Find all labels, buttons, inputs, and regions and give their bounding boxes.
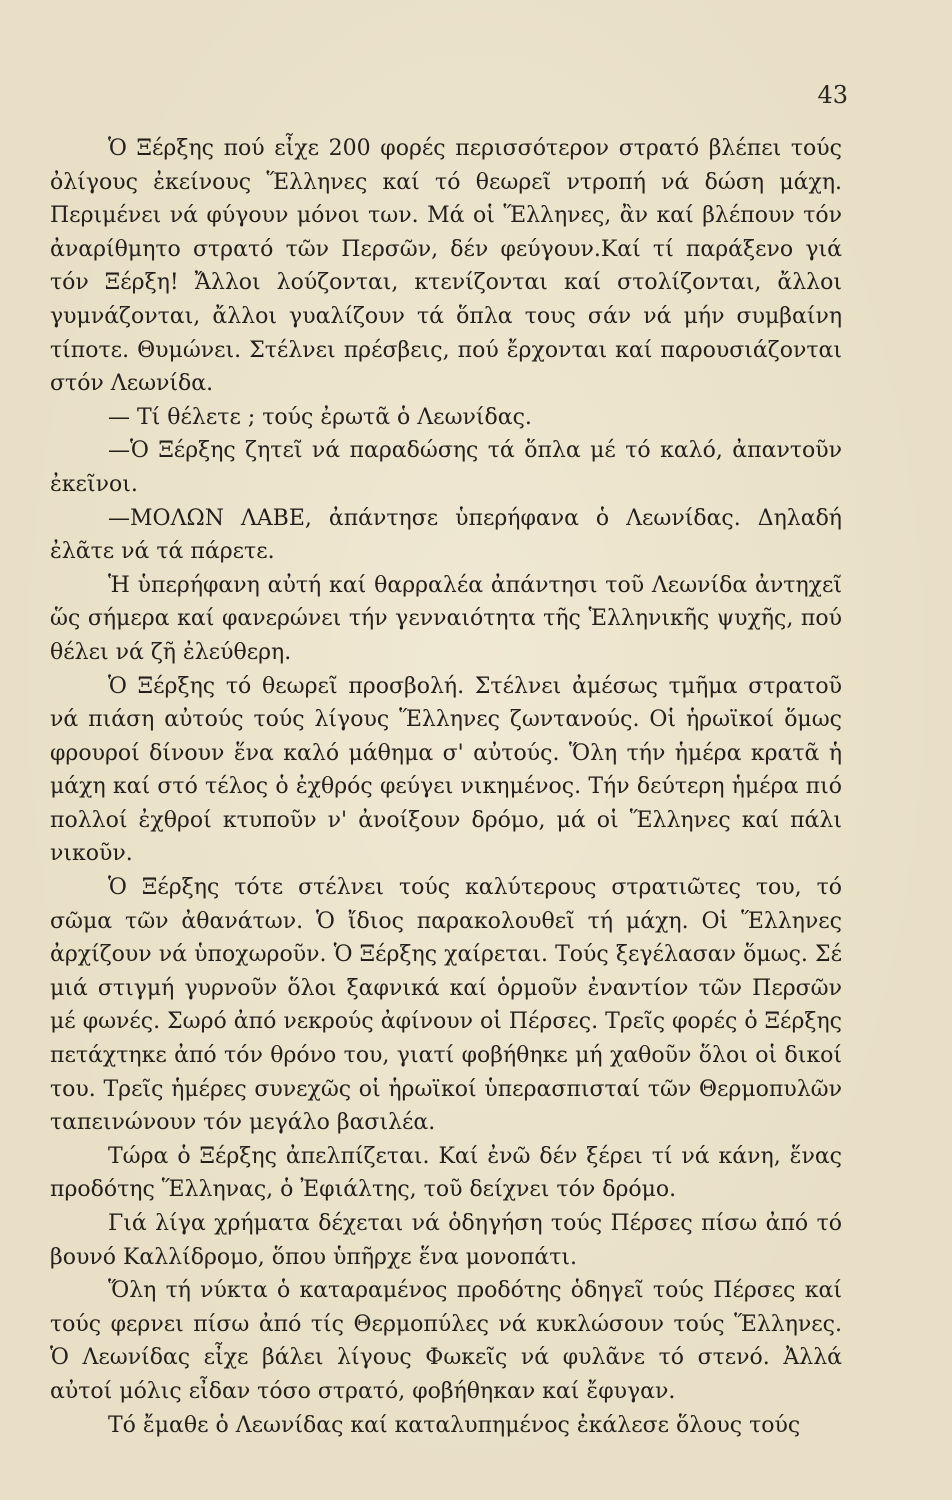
paragraph-6: Ὁ Ξέρξης τό θεωρεῖ προσβολή. Στέλνει ἀμέσως τμῆμα στρατοῦ νά πιάση αὐτούς τούς λίγους Ἕλληνες ζωντανούς. Οἱ ἡρωϊκοί ὅμως φρουροί δίνουν ἕνα καλό μάθημα σ' αὐτούς. Ὅλη τήν ἡμέρα κρατᾶ ἡ μάχη καί στό τέλος ὁ ἐχθρός φεύγει νικημένος. Τήν δεύτερη ἡμέρα πιό πολλοί ἐχθροί κτυποῦν ν' ἀνοίξουν δρόμο, μά οἱ Ἕλληνες καί πάλι νικοῦν.: [50, 673, 842, 867]
paragraph-7: Ὁ Ξέρξης τότε στέλνει τούς καλύτερους στρατιῶτες του, τό σῶμα τῶν ἀθανάτων. Ὁ ἴδιος παρακολουθεῖ τή μάχη. Οἱ Ἕλληνες ἀρχίζουν νά ὑποχωροῦν. Ὁ Ξέρξης χαίρεται. Τούς ξεγέλασαν ὅμως. Σέ μιά στιγμή γυρνοῦν ὅλοι ξαφνικά καί ὁρμοῦν ἐναντίον τῶν Περσῶν μέ φωνές. Σωρό ἀπό νεκρούς ἀφίνουν οἱ Πέρσες. Τρεῖς φορές ὁ Ξέρξης πετάχτηκε ἀπό τόν θρόνο του, γιατί φοβήθηκε μή χαθοῦν ὅλοι οἱ δικοί του. Τρεῖς ἡμέρες συνεχῶς οἱ ἡρωϊκοί ὑπερασπισταί τῶν Θερμοπυλῶν ταπεινώνουν τόν μεγάλο βασιλέα.: [50, 875, 842, 1136]
paragraph-4: —ΜΟΛΩΝ ΛΑΒΕ, ἀπάντησε ὑπερήφανα ὁ Λεωνίδας. Δηλαδή ἐλᾶτε νά τά πάρετε.: [50, 505, 842, 565]
paragraph-5: Ἡ ὑπερήφανη αὐτή καί θαρραλέα ἀπάντησι τοῦ Λεωνίδα ἀντηχεῖ ὥς σήμερα καί φανερώνει τήν γενναιότητα τῆς Ἑλληνικῆς ψυχῆς, πού θέλει νά ζῆ ἐλεύθερη.: [50, 572, 842, 665]
paragraph-3: —Ὁ Ξέρξης ζητεῖ νά παραδώσης τά ὅπλα μέ τό καλό, ἀπαντοῦν ἐκεῖνοι.: [50, 438, 842, 497]
paragraph-1: Ὁ Ξέρξης πού εἶχε 200 φορές περισσότερον στρατό βλέπει τούς ὀλίγους ἐκείνους Ἕλληνες καί τό θεωρεῖ ντροπή νά δώση μάχη. Περιμένει νά φύγουν μόνοι των. Μά οἱ Ἕλληνες, ἂν καί βλέπουν τόν ἀναρίθμητο στρατό τῶν Περσῶν, δέν φεύγουν.Καί τί παράξενο γιά τόν Ξέρξη! Ἄλλοι λούζονται, κτενίζονται καί στολίζονται, ἄλλοι γυμνάζονται, ἄλλοι γυαλίζουν τά ὅπλα τους σάν νά μήν συμβαίνη τίποτε. Θυμώνει. Στέλνει πρέσβεις, πού ἔρχονται καί παρουσιάζονται στόν Λεωνίδα.: [50, 136, 842, 397]
body-text: [50, 132, 842, 1442]
paragraph-9: Γιά λίγα χρήματα δέχεται νά ὁδηγήση τούς Πέρσες πίσω ἀπό τό βουνό Καλλίδρομο, ὅπου ὑπῆρχε ἕνα μονοπάτι.: [50, 1211, 842, 1270]
paragraph-2: — Τί θέλετε ; τούς ἐρωτᾶ ὁ Λεωνίδας.: [108, 404, 532, 430]
page-number: 43: [817, 81, 848, 109]
paragraph-11: Τό ἔμαθε ὁ Λεωνίδας καί καταλυπημένος ἐκάλεσε ὅλους τούς: [108, 1412, 801, 1438]
paragraph-10: Ὅλη τή νύκτα ὁ καταραμένος προδότης ὁδηγεῖ τούς Πέρσες καί τούς φερνει πίσω ἀπό τίς Θερμοπύλες νά κυκλώσουν τούς Ἕλληνες. Ὁ Λεωνίδας εἶχε βάλει λίγους Φωκεῖς νά φυλᾶνε τό στενό. Ἀλλά αὐτοί μόλις εἶδαν τόσο στρατό, φοβήθηκαν καί ἔφυγαν.: [50, 1278, 842, 1404]
paragraph-8: Τώρα ὁ Ξέρξης ἀπελπίζεται. Καί ἐνῶ δέν ξέρει τί νά κάνη, ἕνας προδότης Ἕλληνας, ὁ Ἐφιάλτης, τοῦ δείχνει τόν δρόμο.: [50, 1143, 842, 1203]
